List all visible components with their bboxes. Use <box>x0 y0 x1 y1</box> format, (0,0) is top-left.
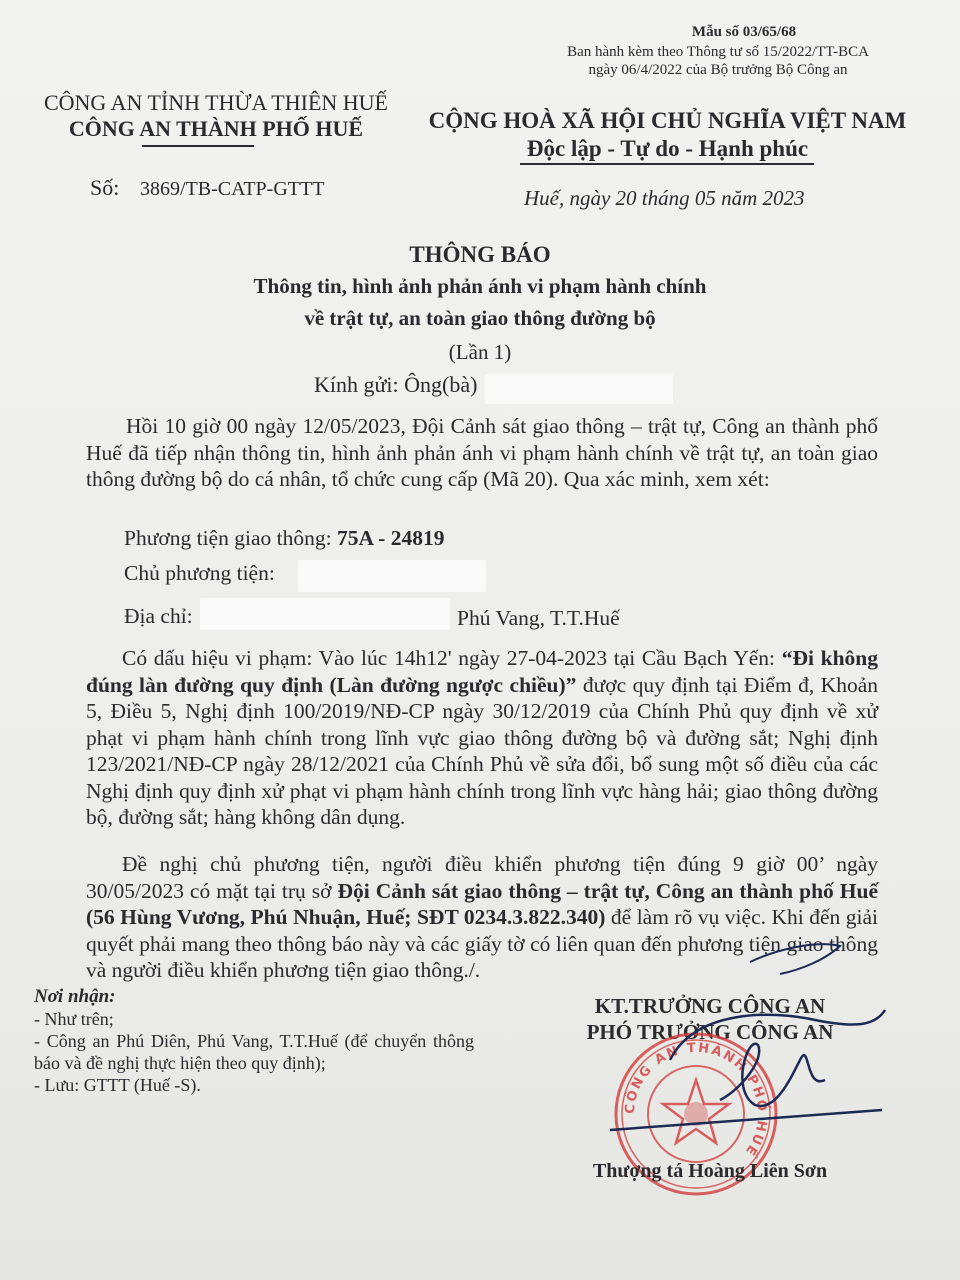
signature-title-2: PHÓ TRƯỞNG CÔNG AN <box>586 1020 834 1044</box>
national-motto: Độc lập - Tự do - Hạnh phúc <box>526 136 809 161</box>
address-label: Địa chỉ: <box>124 604 193 628</box>
recipients-block <box>34 986 474 1096</box>
redacted-owner-name <box>298 560 486 592</box>
motto-underline <box>520 163 814 165</box>
violation-name: “Đi không đúng làn đường quy định (Làn đường ngược chiều)” <box>86 646 879 697</box>
handwritten-signature <box>600 940 900 1170</box>
place-date: Huế, ngày 20 tháng 05 năm 2023 <box>524 186 805 210</box>
signer-name: Thượng tá Hoàng Liên Sơn <box>592 1160 828 1182</box>
recipient-item: - Như trên; <box>34 1009 114 1029</box>
redacted-address <box>200 598 450 630</box>
greeting: Kính gửi: Ông(bà) <box>314 372 478 397</box>
form-issued-by: ngày 06/4/2022 của Bộ trưởng Bộ Công an <box>588 62 848 78</box>
violation-prefix: Có dấu hiệu vi phạm: Vào lúc 14h12' ngày 27-04-2023 tại Cầu Bạch Yến: <box>122 646 776 670</box>
form-number: Mẫu số 03/65/68 <box>691 24 797 40</box>
request-prefix: Đề nghị chủ phương tiện, người điều khiển phương tiện đúng 9 giờ 00’ ngày 30/05/2023 có mặt tại trụ sở <box>86 852 878 903</box>
intro-paragraph: Hồi 10 giờ 00 ngày 12/05/2023, Đội Cảnh sát giao thông – trật tự, Công an thành phố Huế đã tiếp nhận thông tin, hình ảnh phản ánh vi phạm hành chính về trật tự, an toàn giao thông đường bộ do cá nhân, tổ chức cung cấp (Mã 20). Qua xác minh, xem xét: <box>86 414 878 491</box>
agency-underline <box>142 145 254 147</box>
request-instructions: để làm rõ vụ việc. Khi đến giải quyết phải mang theo thông báo này và các giấy tờ có liên quan đến phương tiện giao thông và người điều khiển phương tiện giao thông./. <box>86 905 878 982</box>
recipients-heading: Nơi nhận: <box>34 986 116 1007</box>
vehicle-plate: 75A - 24819 <box>336 526 445 550</box>
seal-text: CÔNG AN THÀNH PHỐ HUẾ <box>622 1040 770 1160</box>
agency-name: CÔNG AN THÀNH PHỐ HUẾ <box>68 116 364 141</box>
doc-number-label: Số: <box>90 175 120 200</box>
address-value: Phú Vang, T.T.Huế <box>457 606 620 630</box>
parent-agency: CÔNG AN TỈNH THỪA THIÊN HUẾ <box>43 90 388 115</box>
doc-title: THÔNG BÁO <box>409 242 551 267</box>
signature-title-1: KT.TRƯỞNG CÔNG AN <box>594 994 826 1018</box>
owner-label: Chủ phương tiện: <box>124 561 275 585</box>
request-location: Đội Cảnh sát giao thông – trật tự, Công an thành phố Huế (56 Hùng Vương, Phú Nhuận, Huế; SĐT 0234.3.822.340) <box>86 878 878 929</box>
doc-subtitle-1: Thông tin, hình ảnh phản ánh vi phạm hành chính <box>253 274 707 298</box>
owner-row <box>124 561 275 586</box>
violation-legal-basis: được quy định tại Điểm đ, Khoản 5, Điều 5, Nghị định 100/2019/NĐ-CP ngày 30/12/2019 của Chính Phủ quy định về xử phạt vi phạm hành chính trong lĩnh vực giao thông đường bộ và đường sắt; Nghị định 123/2021/NĐ-CP ngày 28/12/2021 của Chính Phủ về sửa đổi, bổ sung một số điều của các Nghị định quy định xử phạt vi phạm hành chính trong lĩnh vực hàng hải; giao thông đường bộ, đường sắt; hàng không dân dụng. <box>86 672 878 829</box>
recipient-item: - Công an Phú Diên, Phú Vang, T.T.Huế (để chuyển thông báo và đề nghị thực hiện theo quy định); <box>34 1031 474 1073</box>
form-issued-with: Ban hành kèm theo Thông tư số 15/2022/TT-BCA <box>567 44 869 60</box>
address-label-row <box>124 604 193 629</box>
doc-subtitle-2: về trật tự, an toàn giao thông đường bộ <box>304 306 656 330</box>
country-name: CỘNG HOÀ XÃ HỘI CHỦ NGHĨA VIỆT NAM <box>428 108 907 133</box>
doc-number: 3869/TB-CATP-GTTT <box>140 178 325 200</box>
redacted-recipient-name <box>485 374 673 404</box>
violation-paragraph <box>86 645 878 831</box>
vehicle-row <box>124 526 444 551</box>
recipient-item: - Lưu: GTTT (Huế -S). <box>34 1075 201 1095</box>
vehicle-label: Phương tiện giao thông: <box>124 526 332 550</box>
attempt-number: (Lần 1) <box>448 340 512 364</box>
